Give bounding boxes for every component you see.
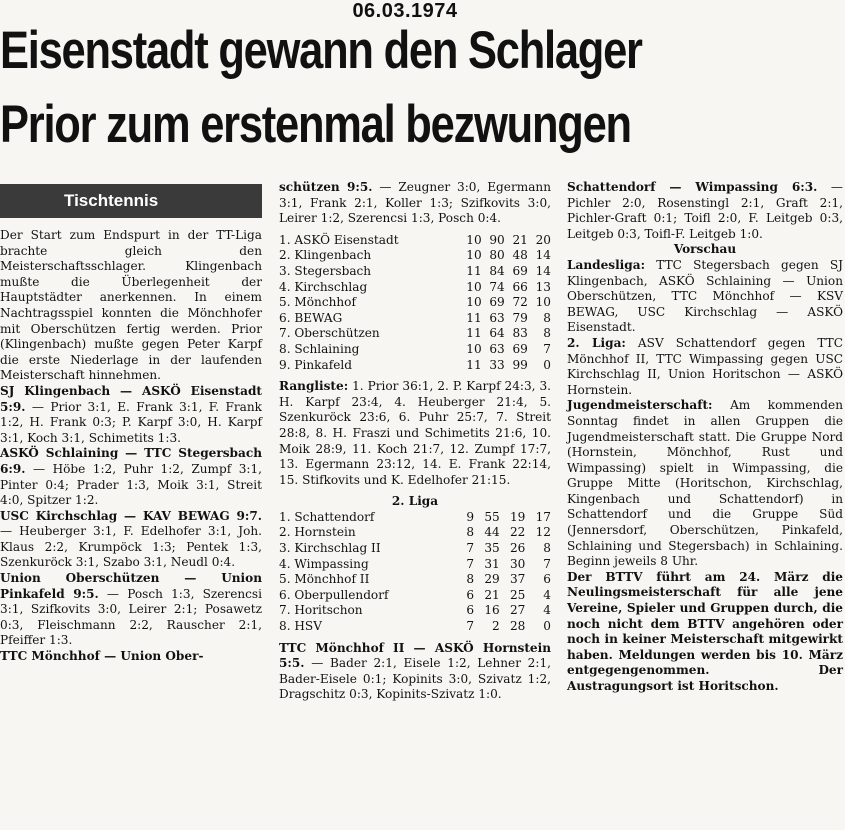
match-text: — Bader 2:1, Eisele 1:2, Lehner 2:1, Bader-Eisele 0:1; Kopinits 3:0, Szivatz 1:2, Dragschitz 0:3, Kopinits-Szivatz 1:0. [279, 656, 551, 702]
stat-cell: 19 [509, 509, 526, 524]
standings-table-landesliga [279, 233, 551, 373]
stat-cell: 9 [466, 509, 475, 524]
liga2-heading: 2. Liga: [567, 335, 626, 350]
team-name-cell: 4. Kirchschlag [279, 279, 368, 294]
stat-cell: 28 [509, 619, 526, 634]
table-row [279, 541, 551, 557]
table-row [279, 233, 551, 249]
team-name-cell: 4. Wimpassing [279, 556, 369, 571]
liga2-text: ASV Schattendorf gegen TTC Mönchhof II, TTC Wimpassing gegen USC Kirchschlag II, Union Horitschon — ASKÖ Hornstein. [567, 335, 843, 397]
stat-cell: 6 [466, 587, 475, 602]
stat-cell: 31 [484, 556, 500, 571]
stat-cell: 69 [512, 263, 528, 278]
jugend-text: Am kommenden Sonntag findet in allen Gruppen die Jugendmeisterschaft statt. Die Gruppe Nord (Hornstein, Mönchhof, Rust und Wimpassing) spielt in Wimpassing, die Gruppe Mitte (Horitschon, Kirchschlag, Kingenbach und Schattendorf) in Schattendorf und die Gruppe Süd (Jennersdorf, Oberschützen, Pinkafeld, Schlaining und Stegersbach) in Schlaining. Beginn jeweils 8 Uhr. [567, 398, 843, 569]
stat-cell: 10 [466, 279, 482, 294]
column-1-body [0, 228, 262, 665]
stat-cell: 4 [543, 603, 551, 618]
bttv-announcement: Der BTTV führt am 24. März die Neulingsmeisterschaft für alle jene Vereine, Spieler und Gruppen durch, die noch nicht dem BTTV angehören oder noch in keiner Meisterschaft mitgewirkt haben. Meldungen werden bis 10. März entgegengenommen. Der Austragungsort ist Horitschon. [567, 569, 843, 693]
stat-cell: 13 [535, 279, 551, 294]
table-row [279, 588, 551, 604]
match-heading: schützen 9:5. [279, 180, 373, 194]
match-report [0, 446, 262, 508]
team-name-cell: 6. BEWAG [279, 310, 343, 325]
stat-cell: 83 [512, 326, 528, 341]
table-row [279, 603, 551, 619]
team-name-cell: 3. Kirchschlag II [279, 541, 381, 556]
stat-cell: 2 [492, 619, 500, 634]
match-report [0, 571, 262, 649]
stat-cell: 21 [512, 232, 528, 247]
stat-cell: 8 [466, 572, 475, 587]
stat-cell: 72 [512, 295, 528, 310]
stat-cell: 44 [484, 525, 500, 540]
stat-cell: 69 [489, 295, 505, 310]
stat-cell: 8 [543, 310, 551, 325]
match-text: — Pichler 2:0, Rosenstingl 2:1, Graft 2:1, Pichler-Graft 0:1; Toifl 2:0, F. Leitgeb 0:3, Leitgeb 0:3, Toifl-F. Leitgeb 1:0. [567, 180, 843, 241]
stat-cell: 80 [489, 248, 505, 263]
team-name-cell: 1. ASKÖ Eisenstadt [279, 232, 399, 247]
stat-cell: 66 [512, 279, 528, 294]
match-text: Der Start zum Endspurt in der TT-Liga brachte gleich den Meisterschaftsschlager. Klingenbach mußte die Überlegenheit der Hauptstädter anerkennen. In einem Nachtragsspiel konnten die Mönchhofer mit Oberschützen fertig werden. Prior (Klingenbach) mußte gegen Peter Karpf die erste Niederlage in der laufenden Meisterschaft hinnehmen. [0, 228, 262, 383]
match-report [567, 180, 843, 242]
stat-cell: 7 [466, 619, 475, 634]
table-row [279, 619, 551, 635]
team-name-cell: 2. Klingenbach [279, 248, 372, 263]
stat-cell: 11 [466, 326, 482, 341]
stat-cell: 33 [489, 357, 505, 372]
stat-cell: 90 [489, 232, 505, 247]
stat-cell: 14 [535, 263, 551, 278]
rangliste [279, 379, 551, 488]
table-row [279, 358, 551, 374]
stat-cell: 7 [466, 556, 475, 571]
stat-cell: 7 [543, 341, 551, 356]
stat-cell: 22 [509, 525, 526, 540]
match-report [0, 649, 262, 665]
match-heading: TTC Mönchhof II — ASKÖ Hornstein 5:5. [279, 640, 551, 671]
stat-cell: 11 [466, 310, 482, 325]
stat-cell: 79 [512, 310, 528, 325]
column-1 [0, 180, 262, 665]
table-row [279, 572, 551, 588]
stat-cell: 74 [489, 279, 505, 294]
match-heading: TTC Mönchhof — Union Ober- [0, 649, 204, 664]
match-text: — Heuberger 3:1, F. Edelhofer 3:1, Joh. Klaus 2:2, Krumpöck 1:3; Pentek 1:3, Szenkuröck 3:1, Szabo 3:1, Neudl 0:4. [0, 524, 262, 570]
stat-cell: 48 [512, 248, 528, 263]
table-row [279, 557, 551, 573]
rangliste-text: 1. Prior 36:1, 2. P. Karpf 24:3, 3. H. Karpf 23:4, 4. Heuberger 21:4, 5. Szenkuröck 23:6, 6. Puhr 25:7, 7. Streit 28:8, 8. H. Fraszi und Schimetits 21:6, 10. Moik 28:9, 11. Koch 21:7, 12. Zumpf 17:7, 13. Egermann 23:12, 14. E. Frank 22:14, 15. Stifkovits und K. Edelhofer 21:15. [279, 379, 551, 487]
team-name-cell: 2. Hornstein [279, 525, 356, 540]
table-row [279, 248, 551, 264]
team-name-cell: 9. Pinkafeld [279, 357, 352, 372]
stat-cell: 99 [512, 357, 528, 372]
stat-cell: 0 [543, 357, 551, 372]
stat-cell: 64 [489, 326, 505, 341]
match-report [0, 384, 262, 446]
stat-cell: 16 [484, 603, 500, 618]
column-3 [567, 180, 843, 695]
liga2-title: 2. Liga [391, 494, 439, 509]
match-heading: Union Oberschützen — Union Pinkafeld 9:5. [0, 571, 262, 601]
section-label: Tischtennis [0, 184, 262, 218]
stat-cell: 84 [489, 263, 505, 278]
stat-cell: 63 [489, 310, 505, 325]
stat-cell: 8 [543, 541, 551, 556]
stat-cell: 10 [466, 295, 482, 310]
stat-cell: 21 [484, 587, 500, 602]
preview-2-liga [567, 336, 843, 398]
stat-cell: 8 [466, 525, 475, 540]
team-name-cell: 6. Oberpullendorf [279, 587, 389, 602]
stat-cell: 10 [466, 341, 482, 356]
team-name-cell: 8. Schlaining [279, 341, 360, 356]
vorschau-title: Vorschau [673, 242, 737, 257]
standings-table-2-liga [279, 510, 551, 635]
stat-cell: 30 [509, 556, 526, 571]
stat-cell: 26 [509, 541, 526, 556]
match-text: — Zeugner 3:0, Egermann 3:1, Frank 2:1, Koller 1:3; Szifkovits 3:0, Leirer 1:2, Szerencsi 1:3, Posch 0:4. [279, 180, 551, 226]
youth-championship [567, 398, 843, 570]
landesliga-heading: Landesliga: [567, 257, 646, 272]
issue-date: 06.03.1974 [352, 0, 458, 22]
stat-cell: 35 [484, 541, 500, 556]
landesliga-text: TTC Stegersbach gegen SJ Klingenbach, ASKÖ Schlaining — Union Oberschützen, TTC Mönchhof — KSV BEWAG, USC Kirchschlag — ASKÖ Eisenstadt. [567, 257, 843, 335]
team-name-cell: 3. Stegersbach [279, 263, 372, 278]
table-row [279, 264, 551, 280]
stat-cell: 37 [509, 572, 526, 587]
match-report [279, 641, 551, 703]
table-row [279, 311, 551, 327]
team-name-cell: 8. HSV [279, 619, 322, 634]
stat-cell: 4 [543, 587, 551, 602]
stat-cell: 69 [512, 341, 528, 356]
match-heading: ASKÖ Schlaining — TTC Stegersbach 6:9. [0, 446, 262, 476]
stat-cell: 11 [466, 263, 482, 278]
stat-cell: 29 [484, 572, 500, 587]
table-row [279, 510, 551, 526]
table-row [279, 342, 551, 358]
stat-cell: 10 [466, 248, 482, 263]
stat-cell: 25 [509, 587, 526, 602]
stat-cell: 17 [535, 509, 551, 524]
stat-cell: 11 [466, 357, 482, 372]
team-name-cell: 1. Schattendorf [279, 509, 375, 524]
match-text: — Prior 3:1, E. Frank 3:1, F. Frank 1:2, H. Frank 0:3; P. Karpf 3:0, H. Karpf 3:1, Koch 3:1, Schimetits 1:3. [0, 399, 262, 445]
table-row [279, 326, 551, 342]
match-heading: SJ Klingenbach — ASKÖ Eisenstadt 5:9. [0, 383, 262, 414]
jugend-heading: Jugendmeisterschaft: [567, 398, 713, 413]
table-row [279, 295, 551, 311]
stat-cell: 10 [535, 295, 551, 310]
match-report [279, 180, 551, 227]
stat-cell: 20 [535, 232, 551, 247]
team-name-cell: 5. Mönchhof [279, 295, 356, 310]
team-name-cell: 7. Horitschon [279, 603, 363, 618]
stat-cell: 6 [543, 572, 551, 587]
headline-line-2: Prior zum erstenmal bezwungen [0, 95, 631, 154]
stat-cell: 14 [535, 248, 551, 263]
stat-cell: 55 [484, 509, 500, 524]
table-row [279, 280, 551, 296]
team-name-cell: 5. Mönchhof II [279, 572, 370, 587]
match-report [0, 509, 262, 571]
match-text: — Posch 1:3, Szerencsi 3:1, Szifkovits 3:0, Leirer 2:1; Posawetz 0:3, Fleischmann 2:2, Rauscher 2:1, Pfeiffer 1:3. [0, 586, 262, 648]
match-text: — Höbe 1:2, Puhr 1:2, Zumpf 3:1, Pinter 0:4; Prader 1:3, Moik 3:1, Streit 4:0, Spitzer 1:2. [0, 461, 262, 508]
match-heading: Schattendorf — Wimpassing 6:3. [567, 180, 818, 194]
preview-landesliga [567, 258, 843, 336]
headline-line-1: Eisenstadt gewann den Schlager [0, 21, 642, 80]
stat-cell: 63 [489, 341, 505, 356]
stat-cell: 8 [543, 326, 551, 341]
team-name-cell: 7. Oberschützen [279, 326, 380, 341]
table-row [279, 525, 551, 541]
stat-cell: 10 [466, 232, 482, 247]
stat-cell: 0 [543, 619, 551, 634]
stat-cell: 7 [466, 541, 475, 556]
stat-cell: 27 [509, 603, 526, 618]
stat-cell: 12 [535, 525, 551, 540]
stat-cell: 6 [466, 603, 475, 618]
column-2 [279, 180, 551, 703]
stat-cell: 7 [543, 556, 551, 571]
intro-paragraph [0, 228, 262, 384]
match-heading: USC Kirchschlag — KAV BEWAG 9:7. [0, 508, 262, 523]
rangliste-heading: Rangliste: [279, 379, 349, 394]
